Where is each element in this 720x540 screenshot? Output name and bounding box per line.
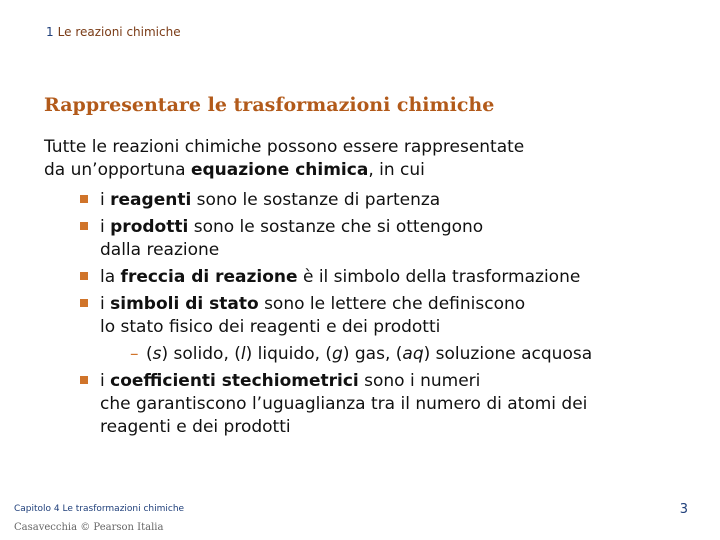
item-pre: i	[100, 294, 111, 314]
square-bullet-icon	[80, 195, 88, 203]
section-number: 1	[46, 25, 54, 39]
list-item-reagenti	[44, 189, 694, 212]
intro-text	[44, 136, 684, 182]
bullet-list	[44, 189, 694, 443]
state-l: l	[240, 344, 246, 364]
item-post: è il simbolo della trasformazione	[297, 267, 581, 287]
item-bold: reagenti	[110, 190, 192, 210]
section-label	[46, 25, 181, 39]
square-bullet-icon	[80, 299, 88, 307]
state-aq-label: soluzione acquosa	[430, 344, 593, 364]
state-s: s	[152, 344, 162, 364]
item-pre: i	[100, 217, 111, 237]
square-bullet-icon	[80, 222, 88, 230]
state-g-label: gas,	[349, 344, 396, 364]
slide-title: Rappresentare le trasformazioni chimiche	[44, 94, 495, 116]
state-aq: aq	[402, 344, 424, 364]
item-post: sono i numeri	[358, 371, 481, 391]
state-l-label: liquido,	[252, 344, 326, 364]
item-line3: reagenti e dei prodotti	[100, 417, 291, 437]
item-line2: lo stato fisico dei reagenti e dei prodotti	[100, 317, 441, 337]
intro-line2-a: da un’opportuna	[44, 160, 191, 180]
intro-line2-bold: equazione chimica	[190, 160, 369, 180]
item-post: sono le sostanze che si ottengono	[188, 217, 484, 237]
state-g: g	[332, 344, 343, 364]
item-bold: freccia di reazione	[120, 267, 298, 287]
dash-bullet-icon: –	[130, 344, 139, 364]
item-bold: coefficienti stechiometrici	[110, 371, 359, 391]
item-pre: i	[100, 190, 111, 210]
item-post: sono le sostanze di partenza	[191, 190, 441, 210]
list-item-freccia	[44, 266, 694, 289]
item-pre: i	[100, 371, 111, 391]
list-item-coefficienti	[44, 370, 694, 439]
section-title: Le reazioni chimiche	[57, 25, 181, 39]
square-bullet-icon	[80, 272, 88, 280]
list-item-prodotti	[44, 216, 694, 262]
sub-item-states: – (s) solido, (l) liquido, (g) gas, (aq) soluzione acquosa	[130, 344, 593, 364]
item-bold: simboli di stato	[110, 294, 259, 314]
square-bullet-icon	[80, 376, 88, 384]
item-line2: che garantiscono l’uguaglianza tra il numero di atomi dei	[100, 394, 588, 414]
list-item-simboli-stato	[44, 293, 694, 339]
intro-line1: Tutte le reazioni chimiche possono essere rappresentate	[44, 137, 525, 157]
page-number: 3	[679, 502, 688, 517]
item-post: sono le lettere che definiscono	[258, 294, 526, 314]
intro-line2-b: , in cui	[368, 160, 425, 180]
item-pre: la	[100, 267, 121, 287]
footer-publisher: Casavecchia © Pearson Italia	[14, 522, 164, 533]
footer-chapter: Capitolo 4 Le trasformazioni chimiche	[14, 504, 185, 514]
item-line2: dalla reazione	[100, 240, 220, 260]
item-bold: prodotti	[110, 217, 189, 237]
state-s-label: solido,	[168, 344, 235, 364]
